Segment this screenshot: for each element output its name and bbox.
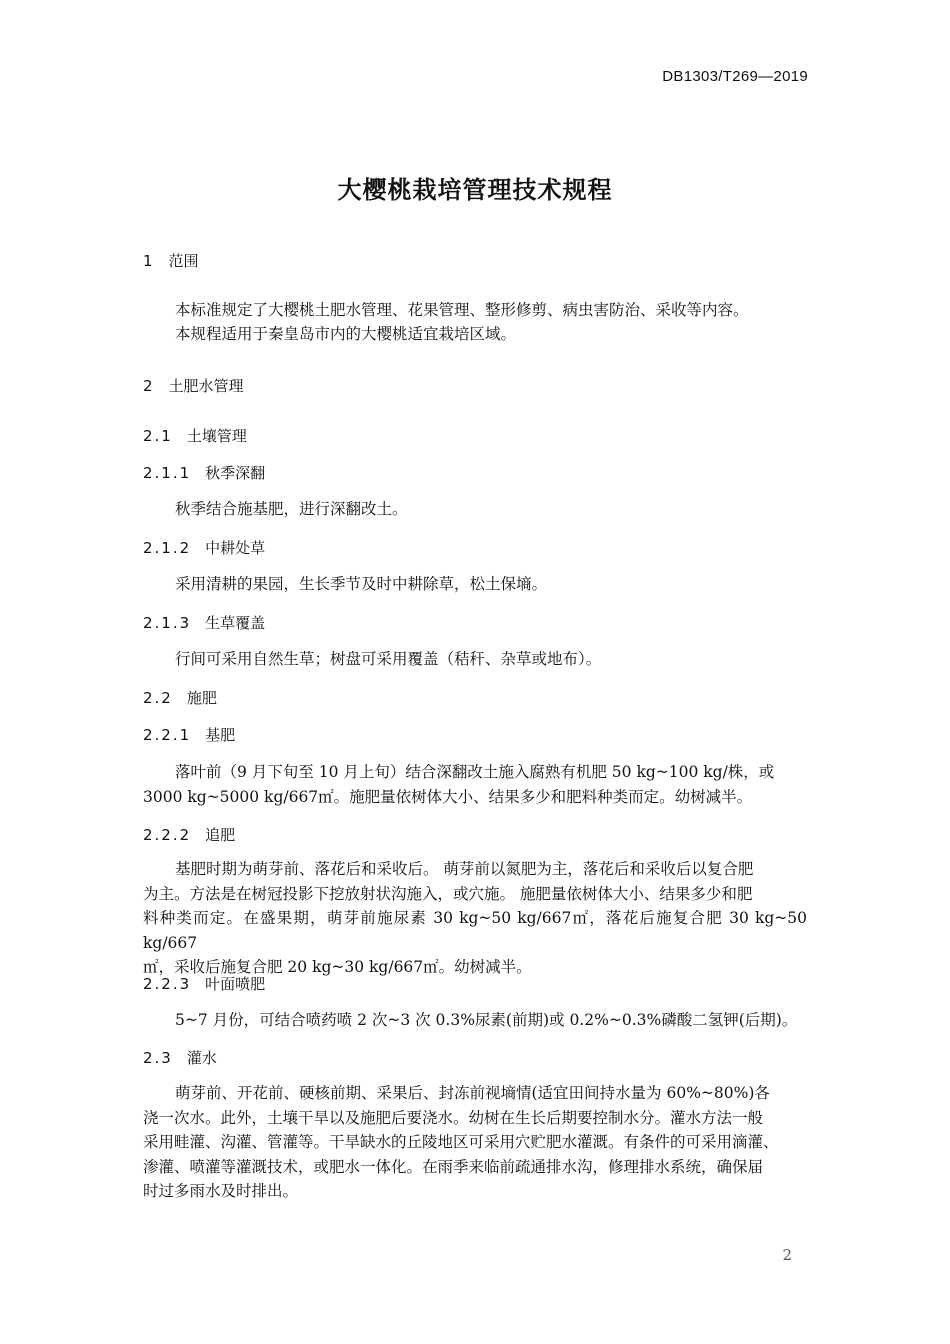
paragraph-2-3 bbox=[143, 1081, 807, 1204]
text-line: 时过多雨水及时排出。 bbox=[143, 1182, 299, 1200]
text-line: 落叶前（9 月下旬至 10 月上旬）结合深翻改土施入腐熟有机肥 50 kg~100 kg/株，或 bbox=[175, 763, 775, 781]
section-number: 2.2 bbox=[143, 689, 173, 707]
section-title: 中耕处草 bbox=[205, 539, 266, 557]
section-number: 2.1.1 bbox=[143, 464, 192, 482]
section-title: 灌水 bbox=[186, 1049, 217, 1067]
paragraph-2-2-3: 5~7 月份，可结合喷药喷 2 次~3 次 0.3%尿素(前期)或 0.2%~0.3%磷酸二氢钾(后期)。 bbox=[175, 1011, 798, 1029]
section-title: 基肥 bbox=[205, 726, 236, 744]
section-number: 2.1.2 bbox=[143, 539, 192, 557]
section-number: 2.2.2 bbox=[143, 826, 192, 844]
section-heading-2-3 bbox=[143, 1047, 217, 1068]
section-heading-2-1-3 bbox=[143, 612, 265, 633]
section-heading-1 bbox=[143, 250, 199, 271]
section-heading-2-1-2 bbox=[143, 537, 265, 558]
section-number: 2.1.3 bbox=[143, 614, 192, 632]
text-line: 基肥时期为萌芽前、落花后和采收后。 萌芽前以氮肥为主，落花后和采收后以复合肥 bbox=[175, 860, 754, 878]
text-line: 采用畦灌、沟灌、管灌等。干旱缺水的丘陵地区可采用穴贮肥水灌溉。有条件的可采用滴灌、 bbox=[143, 1133, 779, 1151]
section-title: 追肥 bbox=[205, 826, 236, 844]
document-code: DB1303/T269—2019 bbox=[662, 68, 808, 85]
text-line: ㎡，采收后施复合肥 20 kg~30 kg/667㎡。幼树减半。 bbox=[143, 958, 532, 976]
text-line: 3000 kg~5000 kg/667㎡。施肥量依树体大小、结果多少和肥料种类而定。幼树减半。 bbox=[143, 787, 753, 806]
section-number: 2 bbox=[143, 377, 155, 395]
text-line: 渗灌、喷灌等灌溉技术，或肥水一体化。在雨季来临前疏通排水沟，修理排水系统，确保届 bbox=[143, 1157, 764, 1176]
section-title: 秋季深翻 bbox=[205, 464, 266, 482]
text-line: 浇一次水。此外，土壤干旱以及施肥后要浇水。幼树在生长后期要控制水分。灌水方法一般 bbox=[143, 1108, 764, 1127]
section-number: 2.2.3 bbox=[143, 975, 192, 993]
paragraph-2-2-1 bbox=[143, 760, 807, 809]
section-number: 2.3 bbox=[143, 1049, 173, 1067]
section-heading-2-2-1 bbox=[143, 724, 235, 745]
section-heading-2-1 bbox=[143, 425, 247, 446]
section-title: 施肥 bbox=[186, 689, 217, 707]
paragraph-2-2-2 bbox=[143, 857, 807, 980]
section-title: 生草覆盖 bbox=[205, 614, 266, 632]
section-title: 叶面喷肥 bbox=[205, 975, 266, 993]
section-number: 2.2.1 bbox=[143, 726, 192, 744]
section-heading-2-2-3 bbox=[143, 973, 265, 994]
section-title: 范围 bbox=[168, 252, 199, 270]
page-title: 大樱桃栽培管理技术规程 bbox=[337, 176, 613, 204]
paragraph-2-1-3: 行间可采用自然生草；树盘可采用覆盖（秸秆、杂草或地布）。 bbox=[175, 650, 602, 668]
section-number: 1 bbox=[143, 252, 155, 270]
section-heading-2 bbox=[143, 375, 244, 396]
paragraph-2-1-1: 秋季结合施基肥，进行深翻改土。 bbox=[175, 500, 408, 518]
section-heading-2-2 bbox=[143, 687, 217, 708]
section-title: 土壤管理 bbox=[186, 427, 247, 445]
section-title: 土肥水管理 bbox=[168, 377, 244, 395]
text-line: 为主。方法是在树冠投影下挖放射状沟施入，或穴施。 施肥量依树体大小、结果多少和肥 bbox=[143, 884, 753, 903]
paragraph-scope-2: 本规程适用于秦皇岛市内的大樱桃适宜栽培区域。 bbox=[175, 325, 517, 343]
paragraph-scope-1: 本标准规定了大樱桃土肥水管理、花果管理、整形修剪、病虫害防治、采收等内容。 bbox=[175, 301, 749, 319]
section-heading-2-1-1 bbox=[143, 462, 265, 483]
page-number: 2 bbox=[782, 1246, 792, 1264]
section-heading-2-2-2 bbox=[143, 824, 235, 845]
text-line: 萌芽前、开花前、硬核前期、采果后、封冻前视墒情(适宜田间持水量为 60%~80%)各 bbox=[175, 1084, 770, 1102]
section-number: 2.1 bbox=[143, 427, 173, 445]
text-line: 料种类而定。在盛果期，萌芽前施尿素 30 kg~50 kg/667㎡，落花后施复合肥 30 kg~50 kg/667 bbox=[143, 909, 807, 952]
paragraph-2-1-2: 采用清耕的果园，生长季节及时中耕除草，松土保墒。 bbox=[175, 575, 548, 593]
